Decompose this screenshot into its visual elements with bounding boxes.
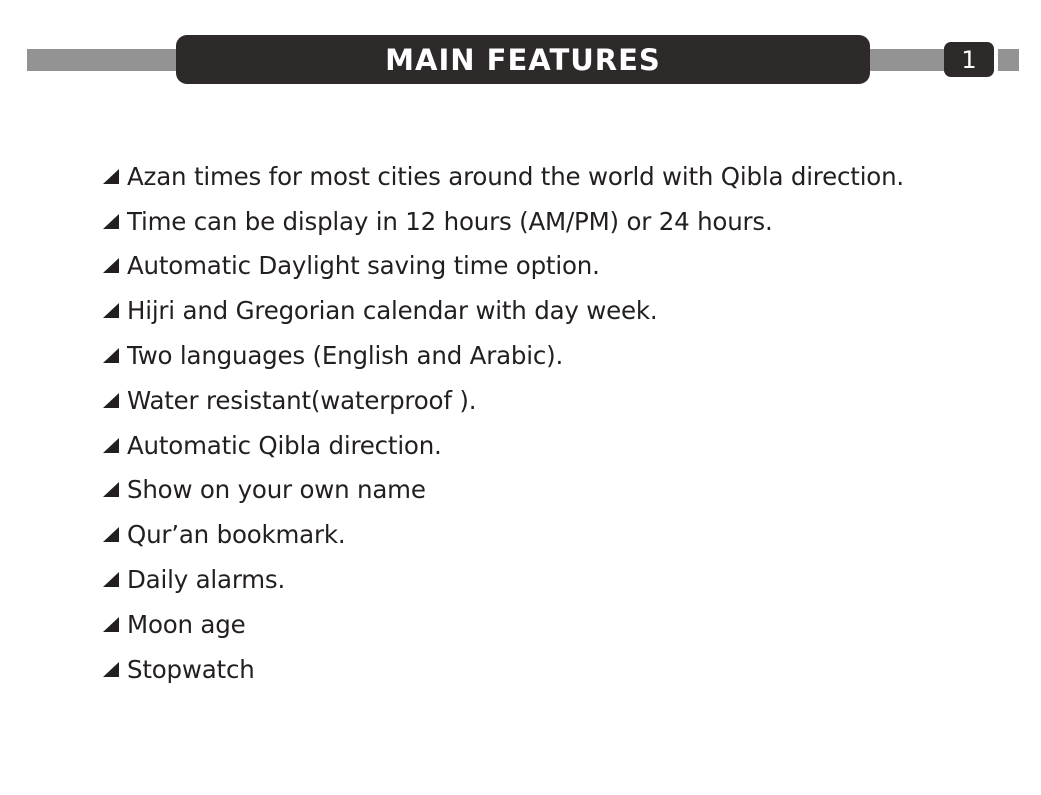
triangle-bullet-icon <box>102 347 120 364</box>
list-item <box>102 512 904 557</box>
list-item <box>102 199 904 244</box>
page-header <box>0 0 1041 100</box>
triangle-bullet-icon <box>102 661 120 678</box>
list-item <box>102 602 904 647</box>
list-item <box>102 154 904 199</box>
feature-text: Show on your own name <box>127 475 426 505</box>
triangle-bullet-icon <box>102 168 120 185</box>
feature-text: Stopwatch <box>127 654 255 684</box>
page-number: 1 <box>961 45 977 74</box>
feature-text: Two languages (English and Arabic). <box>127 341 564 371</box>
feature-text: Time can be display in 12 hours (AM/PM) or 24 hours. <box>127 206 773 236</box>
list-item <box>102 468 904 513</box>
list-item <box>102 288 904 333</box>
title-banner <box>176 35 870 84</box>
triangle-bullet-icon <box>102 302 120 319</box>
list-item <box>102 423 904 468</box>
triangle-bullet-icon <box>102 257 120 274</box>
feature-text: Qur’an bookmark. <box>127 520 346 550</box>
list-item <box>102 557 904 602</box>
feature-text: Moon age <box>127 609 246 639</box>
triangle-bullet-icon <box>102 526 120 543</box>
page-number-badge <box>944 42 994 77</box>
feature-text: Water resistant(waterproof ). <box>127 385 477 415</box>
triangle-bullet-icon <box>102 213 120 230</box>
page-title: MAIN FEATURES <box>385 42 661 77</box>
feature-text: Daily alarms. <box>127 565 286 595</box>
triangle-bullet-icon <box>102 571 120 588</box>
header-rule-right <box>860 49 948 71</box>
header-rule-left <box>27 49 187 71</box>
feature-text: Hijri and Gregorian calendar with day week. <box>127 296 658 326</box>
feature-list <box>102 154 904 692</box>
list-item <box>102 378 904 423</box>
list-item <box>102 244 904 289</box>
header-rule-end <box>998 49 1019 71</box>
feature-text: Azan times for most cities around the world with Qibla direction. <box>127 161 905 191</box>
list-item <box>102 647 904 692</box>
triangle-bullet-icon <box>102 392 120 409</box>
feature-text: Automatic Qibla direction. <box>127 430 442 460</box>
list-item <box>102 333 904 378</box>
triangle-bullet-icon <box>102 437 120 454</box>
triangle-bullet-icon <box>102 481 120 498</box>
feature-text: Automatic Daylight saving time option. <box>127 251 600 281</box>
triangle-bullet-icon <box>102 616 120 633</box>
